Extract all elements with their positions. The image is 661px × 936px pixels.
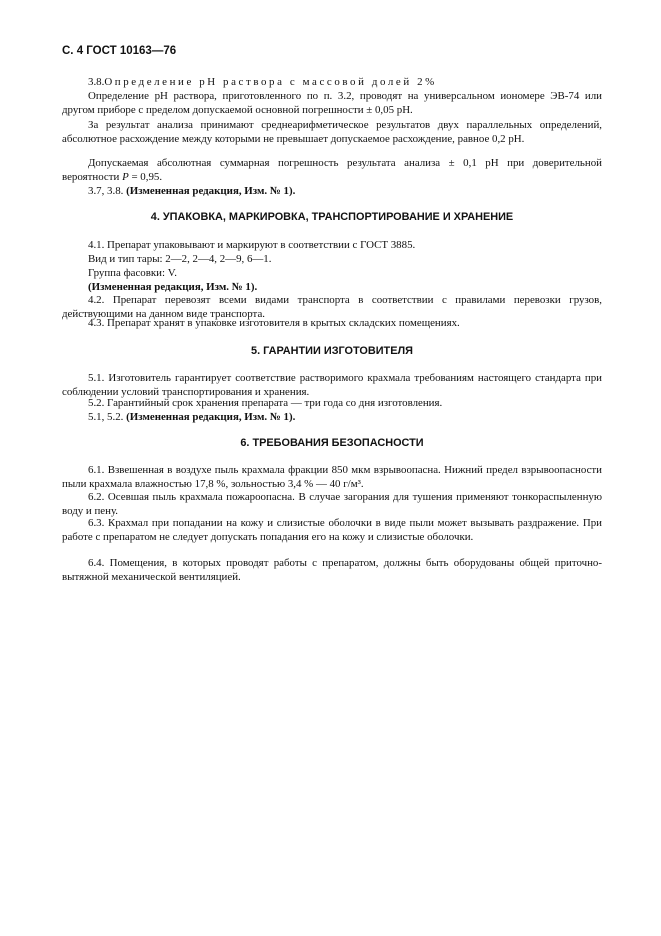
clause-title: Определение pH раствора с массовой долей 2% [104,76,437,88]
error-suffix: = 0,95. [128,171,163,184]
page-header: С. 4 ГОСТ 10163—76 [62,45,177,57]
paragraph-6-1: 6.1. Взвешенная в воздухе пыль крахмала фракции 850 мкм взрывоопасна. Нижний предел взрывоопасности пыли крахмала влажностью 17,8 %, зольностью 3,4 % — 40 г/м³. [62,464,602,491]
section-6-title: 6. ТРЕБОВАНИЯ БЕЗОПАСНОСТИ [240,437,424,449]
paragraph-6-2: 6.2. Осевшая пыль крахмала пожароопасна. В случае загорания для тушения применяют тонкораспыленную воду и пену. [62,491,602,518]
paragraph-4-2: 4.2. Препарат перевозят всеми видами транспорта в соответствии с правилами перевозки грузов, действующими на данном виде транспорта. [62,294,602,321]
paragraph-4-3: 4.3. Препарат хранят в упаковке изготовителя в крытых складских помещениях. [88,317,460,329]
error-prefix: Допускаемая абсолютная суммарная погрешность результата анализа ± 0,1 pH при доверительной вероятности [62,157,602,184]
amendment-prefix: 3.7, 3.8. [88,185,127,197]
amendment-5 [62,410,602,424]
error-variable: P [122,171,129,184]
section-4-title: 4. УПАКОВКА, МАРКИРОВКА, ТРАНСПОРТИРОВАНИЕ И ХРАНЕНИЕ [150,211,514,223]
paragraph-6-4: 6.4. Помещения, в которых проводят работы с препаратом, должны быть оборудованы общей приточно-вытяжной механической вентиляцией. [62,557,602,584]
clause-number: 3.8. [88,76,105,88]
amendment-note: (Измененная редакция, Изм. № 1). [126,185,296,197]
amendment-3 [62,184,602,198]
amendment-prefix: 5.1, 5.2. [88,411,127,423]
paragraph-5-1: 5.1. Изготовитель гарантирует соответствие растворимого крахмала требованиям настоящего стандарта при соблюдении условий транспортирования и хранения. [62,372,602,399]
amendment-4: (Измененная редакция, Изм. № 1). [88,281,258,293]
paragraph-6-3: 6.3. Крахмал при попадании на кожу и слизистые оболочки в виде пыли может вызывать раздражение. При работе с препаратом не следует допускать попадания его на кожу и слизистые оболочки. [62,517,602,544]
paragraph-4-1: 4.1. Препарат упаковывают и маркируют в соответствии с ГОСТ 3885. [88,239,416,251]
paragraph-3-8-title [62,75,602,89]
paragraph-result: За результат анализа принимают среднеарифметическое результатов двух параллельных определений, абсолютное расхождение между которыми не превышает допускаемое расхождение, равное 0,2 pH. [62,119,602,146]
paragraph-3-8-text: Определение pH раствора, приготовленного по п. 3.2, проводят на универсальном иономере ЭВ-74 или другом приборе с пределом допускаемой основной погрешности ± 0,05 pH. [62,90,602,117]
paragraph-error [62,156,602,185]
paragraph-5-2: 5.2. Гарантийный срок хранения препарата — три года со дня изготовления. [88,397,443,409]
amendment-note: (Измененная редакция, Изм. № 1). [126,411,296,423]
paragraph-tara: Вид и тип тары: 2—2, 2—4, 2—9, 6—1. [88,253,272,265]
paragraph-group: Группа фасовки: V. [88,267,177,279]
section-5-title: 5. ГАРАНТИИ ИЗГОТОВИТЕЛЯ [251,345,413,357]
